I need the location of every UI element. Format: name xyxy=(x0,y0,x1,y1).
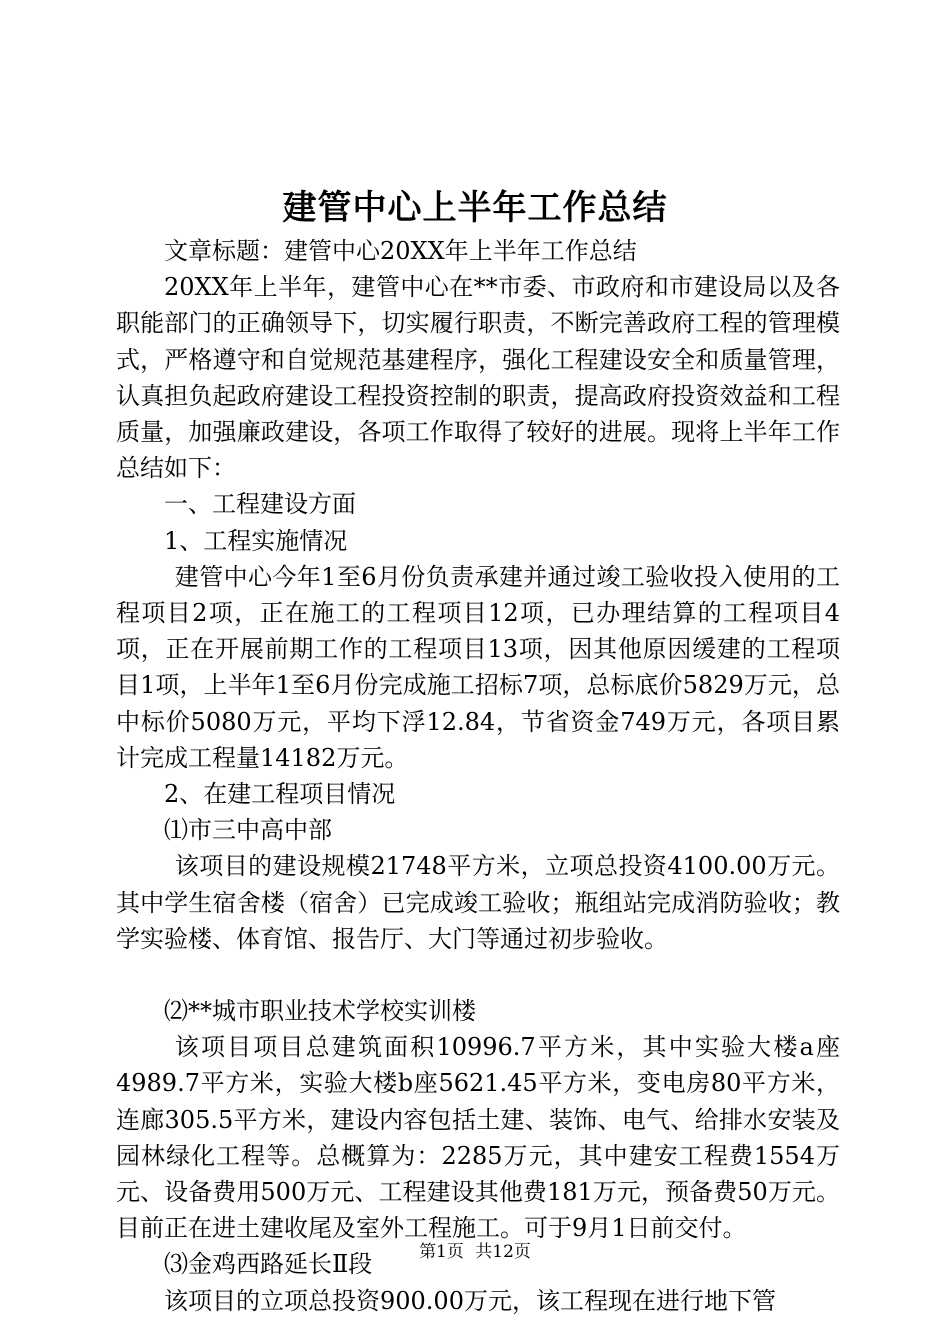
page-footer xyxy=(0,1240,950,1264)
body-paragraph: 建管中心今年1至6月份负责承建并通过竣工验收投入使用的工程项目2项，正在施工的工程项目12项，已办理结算的工程项目4项，正在开展前期工作的工程项目13项，因其他原因缓建的工程项目1项，上半年1至6月份完成施工招标7项，总标底价5829万元，总中标价5080万元，平均下浮12.84，节省资金749万元，各项目累计完成工程量14182万元。 xyxy=(116,562,840,772)
subsection-heading: 2、在建工程项目情况 xyxy=(164,780,396,809)
subsection-heading: 1、工程实施情况 xyxy=(164,526,348,555)
page-total: 共12页 xyxy=(475,1242,531,1262)
body-paragraph: 该项目的立项总投资900.00万元，该工程现在进行地下管 xyxy=(164,1286,776,1315)
intro-paragraph: 20XX年上半年，建管中心在**市委、市政府和市建设局以及各职能部门的正确领导下，切实履行职责，不断完善政府工程的管理模式，严格遵守和自觉规范基建程序，强化工程建设安全和质量管理，认真担负起政府建设工程投资控制的职责，提高政府投资效益和工程质量，加强廉政建设，各项工作取得了较好的进展。现将上半年工作总结如下： xyxy=(116,273,840,483)
body-paragraph: 该项目项目总建筑面积10996.7平方米，其中实验大楼a座4989.7平方米，实验大楼b座5621.45平方米，变电房80平方米，连廊305.5平方米，建设内容包括土建、装饰、电气、给排水安装及园林绿化工程等。总概算为：2285万元，其中建安工程费1554万元、设备费用500万元、工程建设其他费181万元，预备费50万元。目前正在进土建收尾及室外工程施工。可于9月1日前交付。 xyxy=(116,1033,840,1243)
document-body xyxy=(116,233,840,1319)
document-title: 建管中心上半年工作总结 xyxy=(282,188,668,228)
page-number: 第1页 xyxy=(419,1242,464,1262)
body-paragraph: 该项目的建设规模21748平方米，立项总投资4100.00万元。其中学生宿舍楼（宿舍）已完成竣工验收；瓶组站完成消防验收；教学实验楼、体育馆、报告厅、大门等通过初步验收。 xyxy=(116,852,840,953)
item-heading: ⑶金鸡西路延长Ⅱ段 xyxy=(164,1250,373,1279)
item-heading: ⑴市三中高中部 xyxy=(164,816,332,845)
article-title-line: 文章标题：建管中心20XX年上半年工作总结 xyxy=(164,237,637,265)
section-heading: 一、工程建设方面 xyxy=(164,490,356,519)
item-heading: ⑵**城市职业技术学校实训楼 xyxy=(164,997,476,1026)
